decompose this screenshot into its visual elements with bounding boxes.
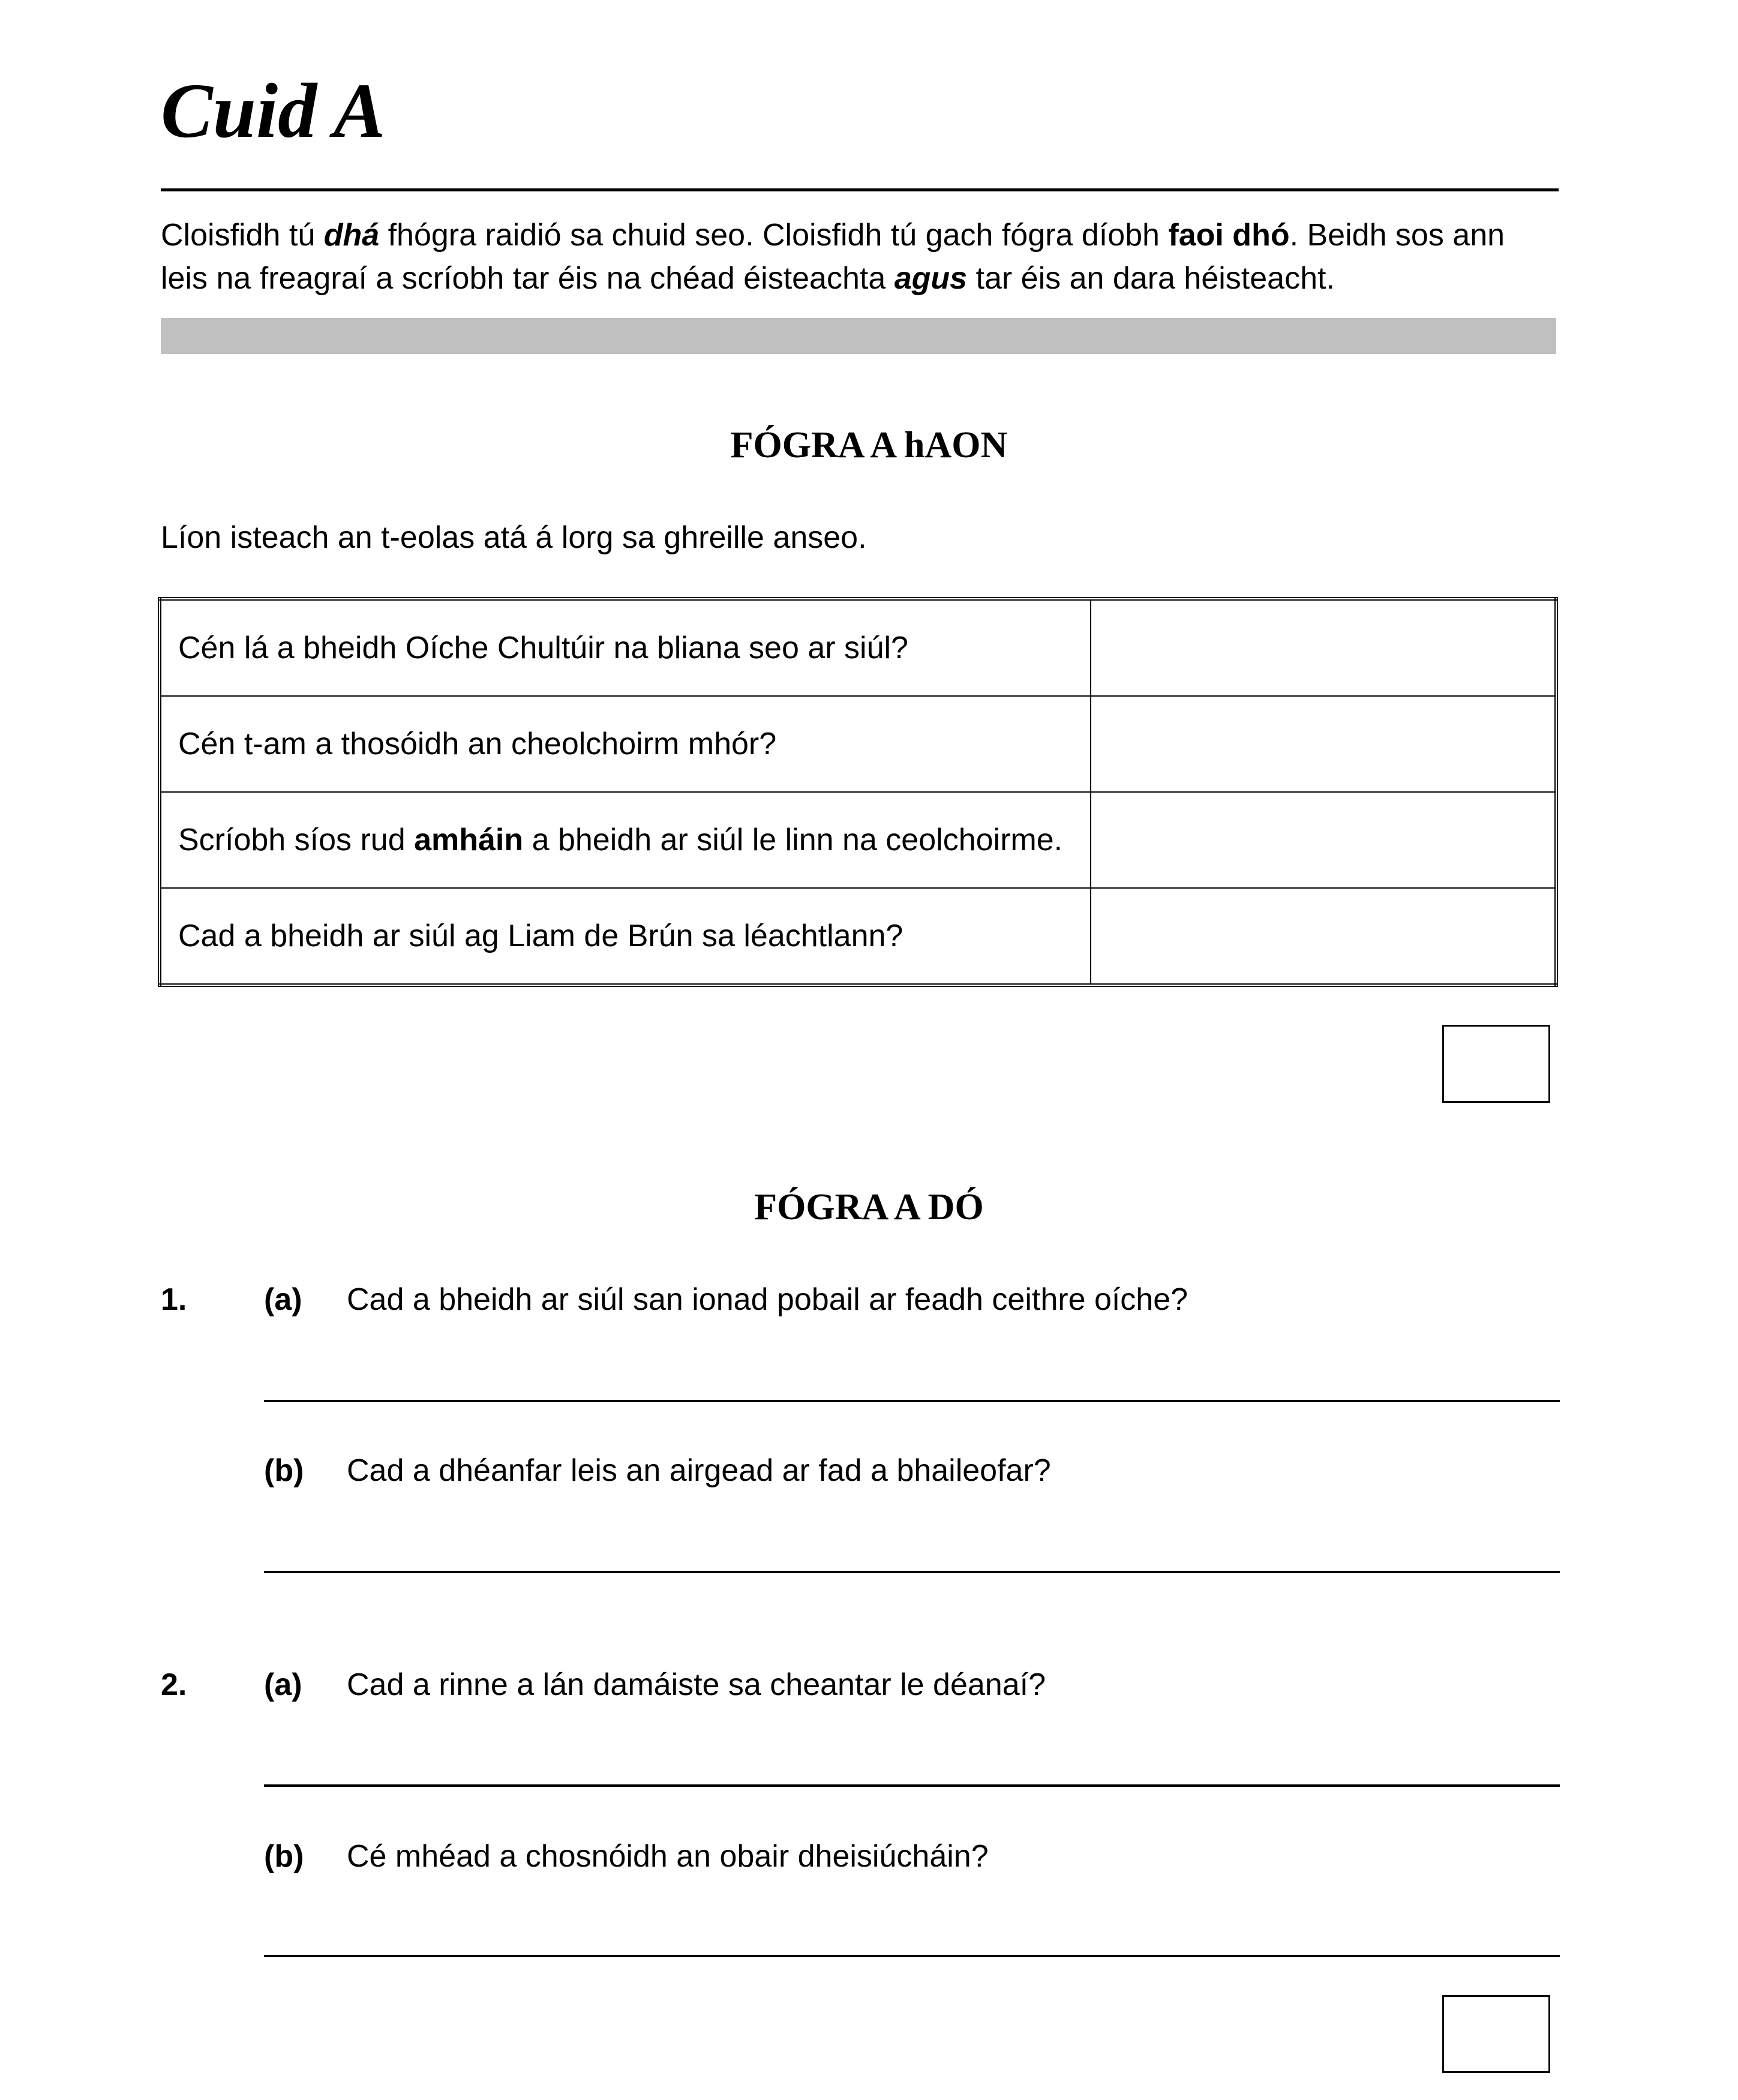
page-title: Cuid A [161, 68, 386, 154]
grid-question-3-bold: amháin [414, 823, 524, 857]
section-heading-fograa-haon: FÓGRA A hAON [730, 425, 1008, 466]
grid-answer-cell-2[interactable] [1091, 696, 1556, 792]
question-2b-text: Cé mhéad a chosnóidh an obair dheisiúcháin? [347, 1839, 989, 1874]
intro-text-2: fhógra raidió sa chuid seo. Cloisfidh tú gach fógra díobh [379, 218, 1169, 253]
question-1a-letter: (a) [264, 1282, 302, 1317]
grid-answer-cell-1[interactable] [1091, 599, 1556, 696]
grid-question-3-pre: Scríobh síos rud [178, 823, 415, 857]
intro-text-1: Cloisfidh tú [161, 218, 324, 253]
grid-question-1: Cén lá a bheidh Oíche Chultúir na bliana seo ar siúl? [160, 599, 1091, 696]
intro-emphasis-faoi-dho: faoi dhó [1168, 218, 1290, 253]
grid-row [160, 792, 1556, 888]
answer-grid [158, 597, 1558, 987]
grid-question-2: Cén t-am a thosóidh an cheolchoirm mhór? [160, 696, 1091, 792]
answer-line-2a[interactable] [264, 1784, 1560, 1787]
grid-row [160, 696, 1556, 792]
grid-question-3 [160, 792, 1091, 888]
grid-question-3-post: a bheidh ar siúl le linn na ceolchoirme. [523, 823, 1063, 857]
question-1b-text: Cad a dhéanfar leis an airgead ar fad a bhaileofar? [347, 1453, 1051, 1488]
grid-answer-cell-4[interactable] [1091, 888, 1556, 985]
intro-emphasis-agus: agus [894, 261, 968, 296]
score-box-section-1[interactable] [1442, 1025, 1550, 1103]
grid-row [160, 599, 1556, 696]
question-2b-letter: (b) [264, 1839, 304, 1874]
answer-line-1b[interactable] [264, 1571, 1560, 1573]
intro-text-4: tar éis an dara héisteacht. [967, 261, 1335, 296]
answer-line-1a[interactable] [264, 1400, 1560, 1402]
question-number-2: 2. [161, 1667, 187, 1702]
grey-divider-bar [161, 318, 1556, 354]
question-1b-letter: (b) [264, 1453, 304, 1488]
intro-text-3: . Beidh sos ann leis na freagraí a scríobh tar éis na chéad éisteachta [161, 218, 1505, 296]
question-1a-text: Cad a bheidh ar siúl san ionad pobail ar feadh ceithre oíche? [347, 1282, 1188, 1317]
answer-line-2b[interactable] [264, 1955, 1560, 1957]
question-number-1: 1. [161, 1282, 187, 1317]
grid-row [160, 888, 1556, 985]
intro-emphasis-dha: dhá [323, 218, 380, 253]
score-box-section-2[interactable] [1442, 1995, 1550, 2073]
grid-answer-cell-3[interactable] [1091, 792, 1556, 888]
question-2a-letter: (a) [264, 1667, 302, 1702]
title-rule [161, 188, 1559, 191]
section-heading-fograa-do: FÓGRA A DÓ [754, 1187, 984, 1228]
grid-question-4: Cad a bheidh ar siúl ag Liam de Brún sa léachtlann? [160, 888, 1091, 985]
question-2a-text: Cad a rinne a lán damáiste sa cheantar le déanaí? [347, 1667, 1046, 1702]
intro-paragraph [161, 214, 1559, 300]
grid-instruction: Líon isteach an t-eolas atá á lorg sa ghreille anseo. [161, 520, 867, 555]
